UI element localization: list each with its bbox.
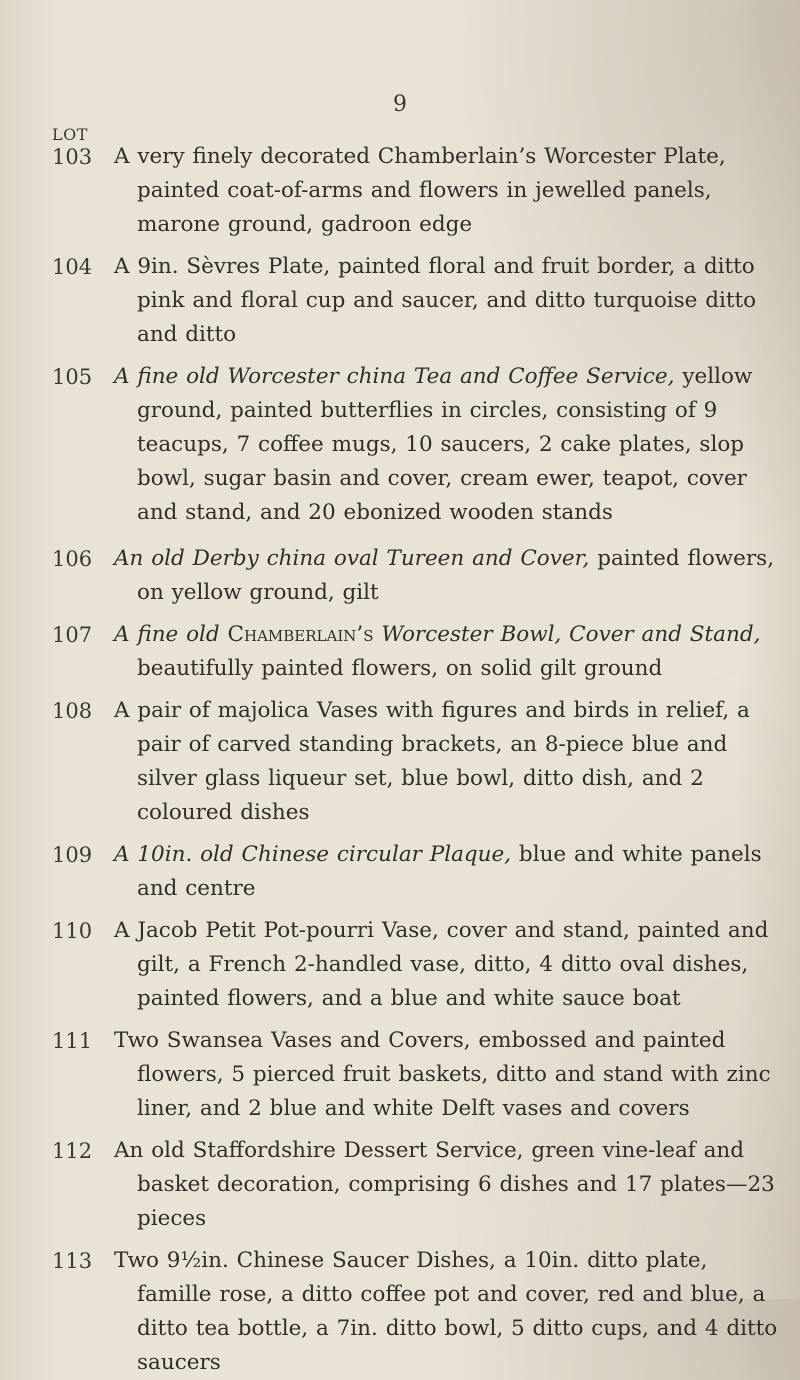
lot-description	[114, 838, 782, 906]
lot-details: yellow ground, painted butterflies in circles, consisting of 9 teacups, 7 coffee mugs, 10 saucers, 2 cake plates, slop bowl, sugar basin and cover, cream ewer, teapot, cover and stand, and 20 ebonized wooden stands	[137, 364, 753, 525]
lot-number: 111	[52, 1029, 93, 1053]
lot-description: A Jacob Petit Pot-pourri Vase, cover and stand, painted and gilt, a French 2-handled vase, ditto, 4 ditto oval dishes, painted flowers, and a blue and white sauce boat	[114, 918, 769, 1011]
lot-entry	[52, 694, 782, 830]
lot-entry	[52, 618, 782, 686]
lot-number: 104	[52, 255, 93, 279]
lot-description: A pair of majolica Vases with figures and birds in relief, a pair of carved standing brackets, an 8-piece blue and silver glass liqueur set, blue bowl, ditto dish, and 2 coloured dishes	[114, 698, 750, 825]
lot-number: 107	[52, 623, 93, 647]
lot-description	[114, 360, 782, 530]
lot-list	[52, 140, 782, 1380]
lot-entry	[52, 1244, 782, 1380]
lot-column-header: LOT	[52, 125, 88, 144]
lot-description: Two Swansea Vases and Covers, embossed and painted flowers, 5 pierced fruit baskets, ditto and stand with zinc liner, and 2 blue and white Delft vases and covers	[114, 1028, 771, 1121]
lot-number: 103	[52, 145, 93, 169]
lot-number: 108	[52, 699, 93, 723]
lot-entry	[52, 838, 782, 906]
lot-entry	[52, 1024, 782, 1126]
lot-number: 112	[52, 1139, 93, 1163]
lot-entry	[52, 140, 782, 242]
lot-description	[114, 618, 782, 686]
page-number: 9	[393, 92, 407, 117]
lot-details: blue and white panels and centre	[137, 842, 762, 901]
lot-number: 113	[52, 1249, 93, 1273]
lot-number: 105	[52, 365, 93, 389]
lot-number: 106	[52, 547, 93, 571]
lot-entry	[52, 542, 782, 610]
lot-title: A 10in. old Chinese circular Plaque,	[114, 842, 512, 867]
lot-title-maker: Chamberlain’s	[227, 622, 374, 647]
lot-description: Two 9½in. Chinese Saucer Dishes, a 10in. ditto plate, famille rose, a ditto coffee pot and cover, red and blue, a ditto tea bottle, a 7in. ditto bowl, 5 ditto cups, and 4 ditto saucers	[114, 1248, 778, 1375]
lot-description: A 9in. Sèvres Plate, painted floral and fruit border, a ditto pink and floral cup and saucer, and ditto turquoise ditto and ditto	[114, 254, 757, 347]
lot-details: painted flowers, on yellow ground, gilt	[137, 546, 775, 605]
lot-entry	[52, 914, 782, 1016]
lot-number: 109	[52, 843, 93, 867]
lot-entry	[52, 360, 782, 530]
lot-title: An old Derby china oval Tureen and Cover,	[114, 546, 590, 571]
lot-description: A very finely decorated Chamberlain’s Worcester Plate, painted coat-of-arms and flowers in jewelled panels, marone ground, gadroon edge	[114, 144, 726, 237]
lot-description: An old Staffordshire Dessert Service, green vine-leaf and basket decoration, comprising 6 dishes and 17 plates—23 pieces	[114, 1138, 775, 1231]
lot-entry	[52, 250, 782, 352]
lot-number: 110	[52, 919, 93, 943]
lot-title-end: Worcester Bowl, Cover and Stand,	[381, 622, 761, 647]
lot-title: A fine old Worcester china Tea and Coffee Service,	[114, 364, 675, 389]
lot-details: beautifully painted flowers, on solid gilt ground	[137, 656, 663, 681]
lot-title-start: A fine old	[114, 622, 220, 647]
lot-entry	[52, 1134, 782, 1236]
lot-description	[114, 542, 782, 610]
